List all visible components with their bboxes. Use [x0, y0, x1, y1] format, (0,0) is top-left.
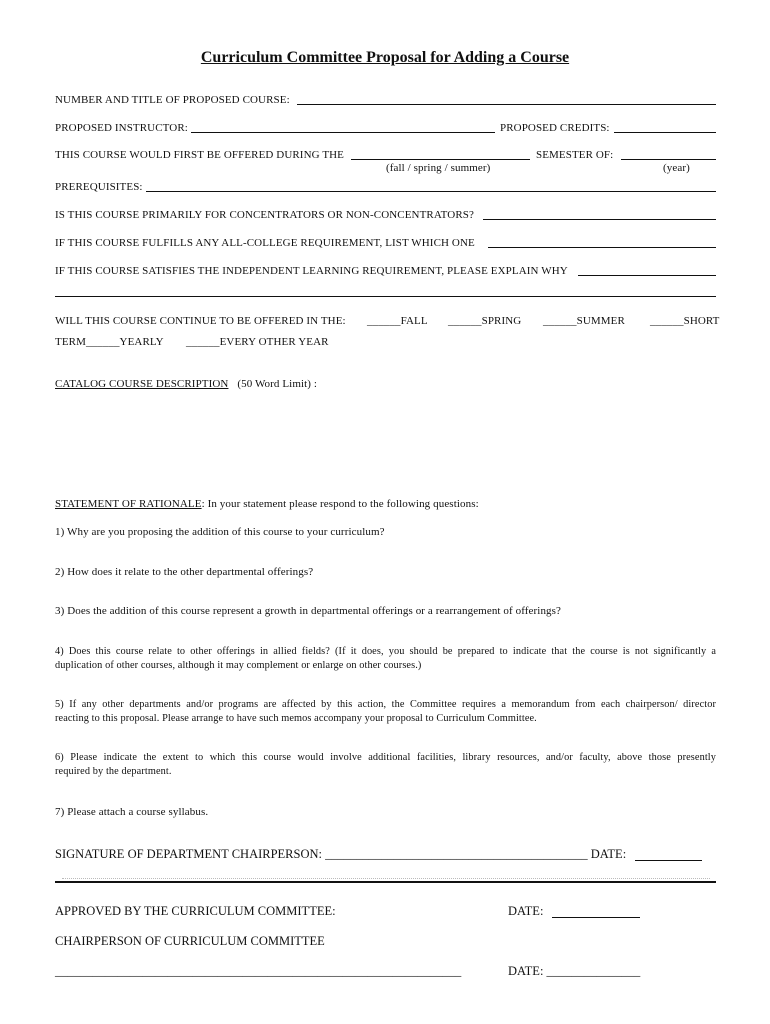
rationale-intro: : In your statement please respond to the following questions: [201, 498, 479, 510]
question-1: 1) Why are you proposing the addition of this course to your curriculum? [55, 526, 385, 538]
question-2: 2) How does it relate to the other departmental offerings? [55, 566, 314, 578]
semester-hint: (fall / spring / summer) [386, 162, 491, 174]
all-college-label: IF THIS COURSE FULFILLS ANY ALL-COLLEGE REQUIREMENT, LIST WHICH ONE [55, 237, 475, 249]
option-summer[interactable]: ______SUMMER [543, 315, 625, 327]
prerequisites-label: PREREQUISITES: [55, 181, 143, 193]
number-title-field[interactable] [297, 104, 716, 105]
committee-chair-label: CHAIRPERSON OF CURRICULUM COMMITTEE [55, 934, 325, 948]
question-4-line2: duplication of other courses, although it may complement or enlarge on other courses.) [55, 660, 422, 671]
question-4-line1: 4) Does this course relate to other offerings in allied fields? (If it does, you should be prepared to indicate that the course is not significantly a [55, 646, 716, 657]
option-yearly[interactable]: TERM______YEARLY [55, 336, 164, 348]
number-title-label: NUMBER AND TITLE OF PROPOSED COURSE: [55, 94, 290, 106]
approved-date-label: DATE: [508, 904, 544, 918]
section-divider [55, 881, 716, 883]
instructor-field[interactable] [191, 132, 495, 133]
option-spring[interactable]: ______SPRING [448, 315, 522, 327]
committee-date[interactable]: DATE: _______________ [508, 964, 641, 978]
page-title: Curriculum Committee Proposal for Adding a Course [200, 49, 570, 66]
continue-label: WILL THIS COURSE CONTINUE TO BE OFFERED IN THE: [55, 315, 346, 327]
option-fall[interactable]: ______FALL [367, 315, 428, 327]
question-7: 7) Please attach a course syllabus. [55, 806, 209, 818]
divider-faint [62, 878, 710, 879]
question-6-line1: 6) Please indicate the extent to which this course would involve additional facilities, library resources, and/or faculty, above those presently [55, 752, 716, 763]
prerequisites-field[interactable] [146, 191, 716, 192]
rationale-label: STATEMENT OF RATIONALE [55, 498, 202, 510]
approved-date-field[interactable] [552, 917, 640, 918]
first-offered-label: THIS COURSE WOULD FIRST BE OFFERED DURING THE [55, 149, 344, 161]
approved-label: APPROVED BY THE CURRICULUM COMMITTEE: [55, 904, 336, 918]
question-5-line1: 5) If any other departments and/or programs are affected by this action, the Committee requires a memorandum from each chairperson/ director [55, 699, 716, 710]
option-short[interactable]: ______SHORT [650, 315, 720, 327]
all-college-field[interactable] [488, 247, 716, 248]
question-5-line2: reacting to this proposal. Please arrange to have such memos accompany your proposal to Curriculum Committee. [55, 713, 537, 724]
catalog-label: CATALOG COURSE DESCRIPTION [55, 378, 229, 390]
question-6-line2: required by the department. [55, 766, 172, 777]
credits-label: PROPOSED CREDITS: [500, 122, 610, 134]
first-offered-semester-field[interactable] [351, 159, 530, 160]
committee-chair-signature-line[interactable]: _________________________________________________________________ [55, 964, 462, 978]
independent-label: IF THIS COURSE SATISFIES THE INDEPENDENT LEARNING REQUIREMENT, PLEASE EXPLAIN WHY [55, 265, 568, 277]
concentrators-field[interactable] [483, 219, 716, 220]
question-3: 3) Does the addition of this course represent a growth in departmental offerings or a rearrangement of offerings? [55, 605, 562, 617]
credits-field[interactable] [614, 132, 716, 133]
first-offered-year-field[interactable] [621, 159, 716, 160]
semester-of-label: SEMESTER OF: [536, 149, 614, 161]
catalog-limit: (50 Word Limit) : [237, 378, 318, 390]
independent-field[interactable] [578, 275, 716, 276]
chair-signature-label: SIGNATURE OF DEPARTMENT CHAIRPERSON: __________________________________________ DATE: [55, 847, 627, 861]
chair-date-field[interactable] [635, 860, 702, 861]
instructor-label: PROPOSED INSTRUCTOR: [55, 122, 188, 134]
option-every-other-year[interactable]: ______EVERY OTHER YEAR [186, 336, 329, 348]
year-hint: (year) [663, 162, 690, 174]
concentrators-label: IS THIS COURSE PRIMARILY FOR CONCENTRATORS OR NON-CONCENTRATORS? [55, 209, 474, 221]
independent-field-line2[interactable] [55, 296, 716, 297]
